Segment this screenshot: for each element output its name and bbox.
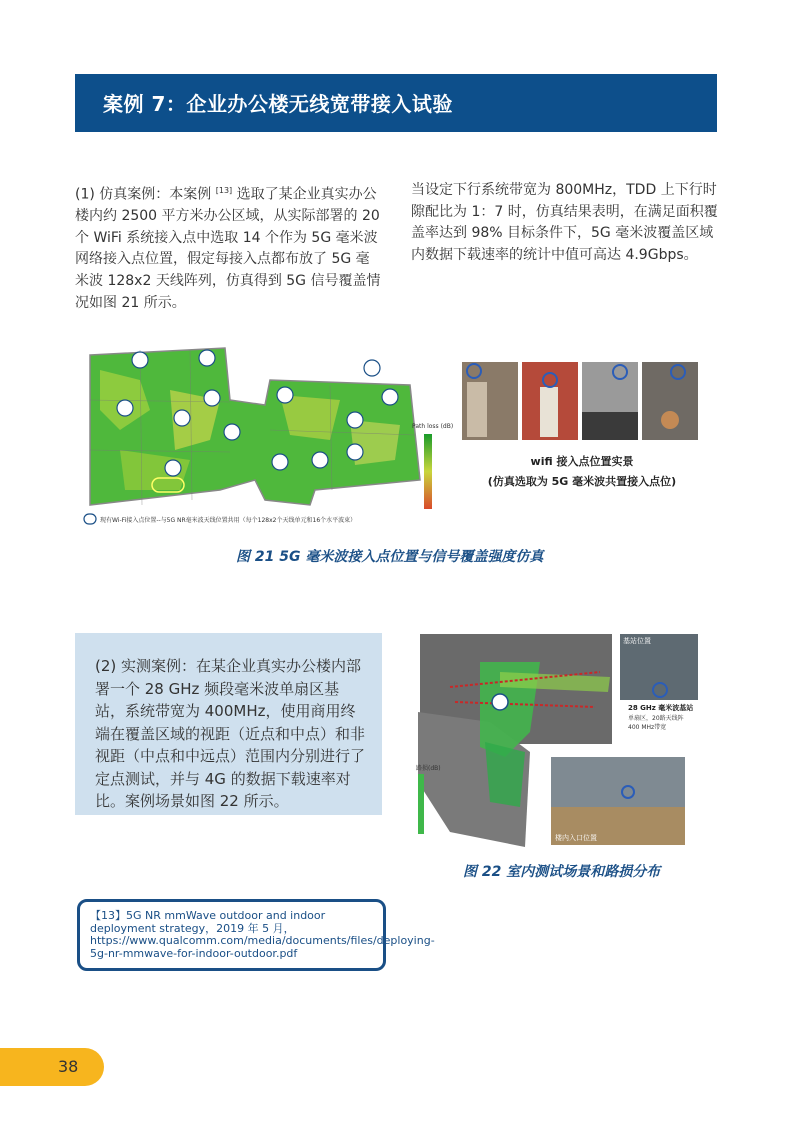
station-photo-marker (652, 682, 668, 698)
coverage-heatmap-figure (80, 340, 440, 530)
reference-box (77, 899, 435, 971)
figure-21-caption: 图 21 5G 毫米波接入点位置与信号覆盖强度仿真 (236, 549, 544, 565)
reference-mark[interactable]: [13] (215, 186, 233, 195)
heatmap-note: 现有Wi-Fi接入点位置--与5G NR毫米波天线位置共用（每个128x2个天线单元和16个水平波束） (100, 517, 357, 524)
legend-title: Path loss (dB) (412, 423, 454, 430)
measurement-text: (2) 实测案例：在某企业真实办公楼内部署一个 28 GHz 频段毫米波单扇区基站，系统带宽为 400MHz，使用商用终端在覆盖区域的视距（近点和中点）和非视距（中点和中远点）范围内分别进行了定点测试，并与 4G 的数据下载速率对比。案例场景如图 22 所示。 (95, 657, 366, 810)
ap-photo-caption (462, 453, 702, 489)
coverage-heatmap (80, 340, 440, 530)
station-photo (620, 634, 698, 700)
page-number: 38 (58, 1057, 79, 1076)
entrance-photo-marker (621, 785, 635, 799)
station-spec (628, 703, 708, 733)
ap-photo-caption-line1: wifi 接入点位置实景 (530, 455, 634, 468)
simulation-result-paragraph: 当设定下行系统带宽为 800MHz，TDD 上下行时隙配比为 1：7 时，仿真结果表明，在满足面积覆盖率达到 98% 目标条件下，5G 毫米波覆盖区域内数据下载速率的统计中值可高达 4.9Gbps。 (411, 182, 718, 263)
page-number-tab (0, 1048, 104, 1086)
floorplan-legend-title: 路损(dB) (416, 765, 441, 772)
simulation-text-lead: (1) 仿真案例：本案例 (75, 186, 212, 203)
simulation-text-body: 选取了某企业真实办公楼内约 2500 平方米办公区域，从实际部署的 20 个 WiFi 系统接入点中选取 14 个作为 5G 毫米波网络接入点位置，假定每接入点都布放了 5G 毫米波 128x2 天线阵列，仿真得到 5G 信号覆盖情况如图 21 所示。 (75, 186, 381, 311)
path-loss-legend (412, 420, 462, 515)
figure-22-caption: 图 22 室内测试场景和路损分布 (463, 864, 661, 880)
entrance-photo (551, 757, 685, 845)
section-title: 案例 7：企业办公楼无线宽带接入试验 (103, 92, 453, 116)
section-header-bar (75, 74, 717, 132)
reference-text[interactable]: 【13】5G NR mmWave outdoor and indoor deployment strategy，2019 年 5 月，https://www.qualcomm.com/media/documents/files/deploying-5g-nr-mmwave-for-indoor-outdoor.pdf (90, 909, 435, 960)
measurement-callout (75, 633, 382, 815)
station-spec-title: 28 GHz 毫米波基站 (628, 704, 694, 712)
ap-photo-caption-line2: (仿真选取为 5G 毫米波共置接入点位) (487, 475, 677, 488)
station-photo-label: 基站位置 (623, 637, 651, 645)
ap-photo-strip (462, 362, 702, 440)
simulation-paragraph (75, 180, 382, 314)
station-spec-bullet1: 单扇区，20路天线阵 (628, 715, 684, 722)
entrance-photo-label: 楼内入口位置 (555, 834, 597, 842)
station-spec-bullet2: 400 MHz带宽 (628, 724, 667, 731)
